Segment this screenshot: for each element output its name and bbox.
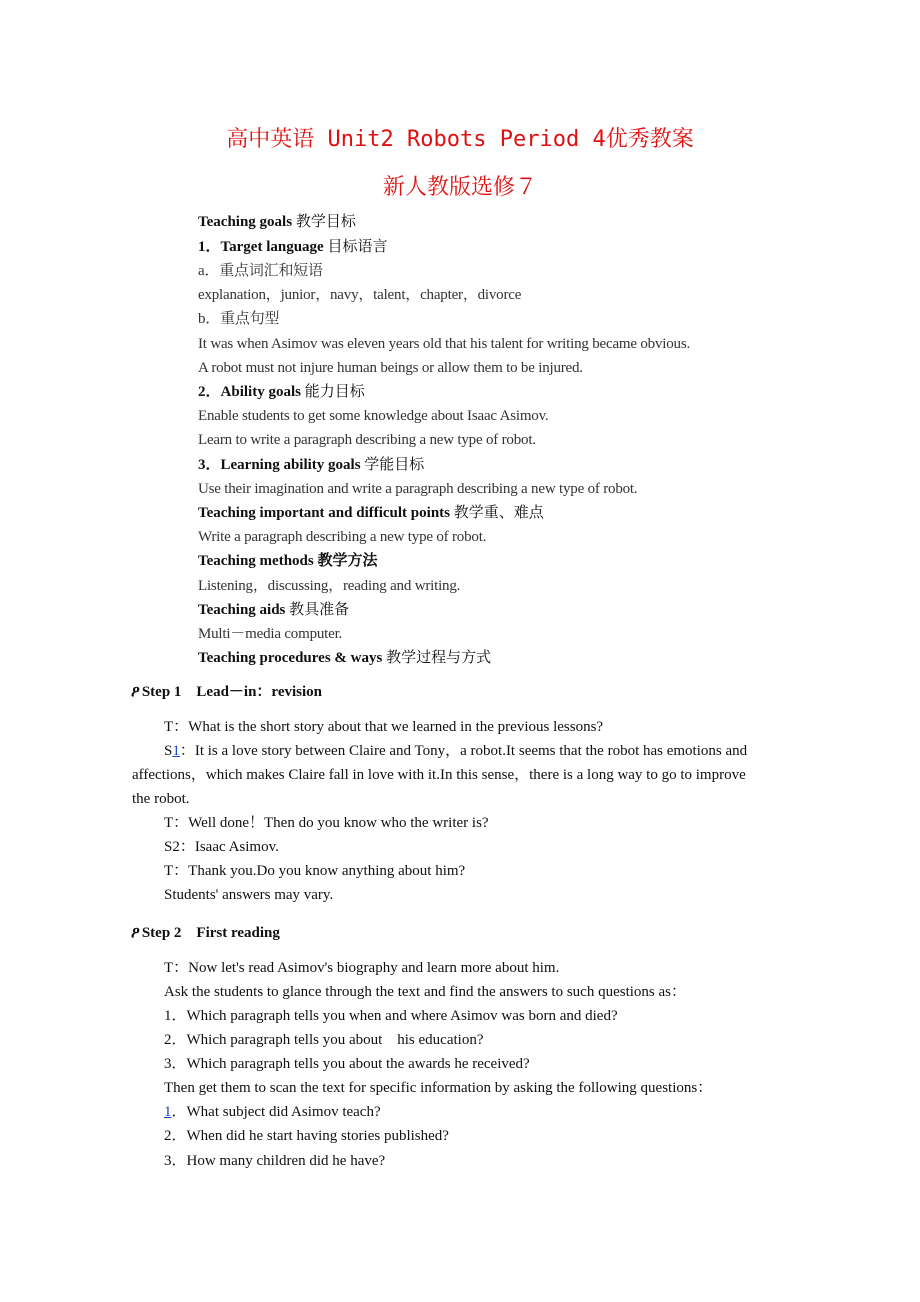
learning-goals-heading — [198, 455, 424, 475]
s1-prefix: S — [164, 743, 173, 759]
step2-scan: Then get them to scan the text for specific information by asking the following questions： — [164, 1080, 713, 1096]
important-points-heading — [198, 503, 544, 523]
step2-q2: 2．Which paragraph tells you about his education? — [164, 1032, 484, 1048]
procedures-heading — [198, 648, 491, 668]
step1-t2: T：Well done！Then do you know who the writer is? — [164, 815, 489, 831]
heading-en: Learning ability goals — [220, 457, 361, 473]
heading-zh: 能力目标 — [304, 384, 365, 400]
important-1: Write a paragraph describing a new type of robot. — [198, 529, 487, 545]
teaching-goals-heading — [198, 212, 356, 232]
heading-zh: 教学过程与方式 — [386, 650, 492, 666]
vocab-heading: a．重点词汇和短语 — [198, 263, 323, 279]
sentence-heading: b．重点句型 — [198, 311, 280, 327]
document-title-line2: 新人教版选修７ — [382, 175, 537, 200]
heading-zh: 学能目标 — [364, 457, 425, 473]
vocab-list: explanation，junior，navy，talent，chapter，divorce — [198, 287, 522, 303]
heading-num: 1． — [198, 239, 221, 255]
step1-students: Students' answers may vary. — [164, 887, 334, 903]
step1-s1-line3: the robot. — [132, 791, 190, 807]
heading-num: 3． — [198, 457, 221, 473]
heading-zh: 教学目标 — [295, 214, 356, 230]
heading-zh: 教具准备 — [289, 602, 350, 618]
step2-q3: 3．Which paragraph tells you about the awards he received? — [164, 1056, 530, 1072]
heading-en: Target language — [220, 239, 324, 255]
heading-zh: 教学重、难点 — [453, 505, 544, 521]
step-arrow-icon: ዖ — [131, 684, 140, 700]
sentence-1: It was when Asimov was eleven years old that his talent for writing became obvious. — [198, 336, 691, 352]
ability-goals-heading — [198, 382, 365, 402]
heading-en: Teaching important and difficult points — [198, 505, 450, 521]
step1-s1-line2: affections，which makes Claire fall in love with it.In this sense，there is a long way to go to improve — [132, 767, 746, 783]
step2-sq3: 3．How many children did he have? — [164, 1153, 386, 1169]
step1-t1: T：What is the short story about that we learned in the previous lessons? — [164, 719, 604, 735]
s1-link[interactable]: 1 — [172, 743, 180, 759]
step2-t1: T：Now let's read Asimov's biography and learn more about him. — [164, 960, 560, 976]
step2-ask: Ask the students to glance through the text and find the answers to such questions as： — [164, 984, 686, 1000]
step2-sq1 — [164, 1102, 381, 1122]
step1-heading-text: Step 1 Lead－in：revision — [141, 684, 322, 700]
document-title-line1: 高中英语 Unit2 Robots Period 4优秀教案 — [226, 127, 694, 152]
heading-zh: 目标语言 — [327, 239, 388, 255]
heading-en: Ability goals — [220, 384, 301, 400]
step1-heading — [131, 682, 322, 702]
methods-1: Listening，discussing，reading and writing. — [198, 578, 461, 594]
sq1-text: ．What subject did Asimov teach? — [171, 1104, 381, 1120]
step1-s2: S2：Isaac Asimov. — [164, 839, 279, 855]
s1-text: ：It is a love story between Claire and Tony，a robot.It seems that the robot has emotions and — [179, 743, 748, 759]
ability-1: Enable students to get some knowledge about Isaac Asimov. — [198, 408, 549, 424]
step1-s1-line1 — [164, 741, 747, 761]
target-language-heading — [198, 237, 387, 257]
ability-2: Learn to write a paragraph describing a new type of robot. — [198, 432, 536, 448]
step2-q1: 1．Which paragraph tells you when and where Asimov was born and died? — [164, 1008, 618, 1024]
heading-en: Teaching procedures & ways — [198, 650, 383, 666]
aids-heading — [198, 600, 349, 620]
step2-heading — [131, 923, 280, 943]
step2-heading-text: Step 2 First reading — [141, 925, 280, 941]
step1-t3: T：Thank you.Do you know anything about him? — [164, 863, 466, 879]
step-arrow-icon: ዖ — [131, 925, 140, 941]
sentence-2: A robot must not injure human beings or allow them to be injured. — [198, 360, 583, 376]
heading-en: Teaching goals — [198, 214, 293, 230]
sq1-link[interactable]: 1 — [164, 1104, 172, 1120]
heading-num: 2． — [198, 384, 221, 400]
heading-en: Teaching aids — [198, 602, 286, 618]
methods-heading: Teaching methods 教学方法 — [198, 553, 378, 569]
learning-1: Use their imagination and write a paragraph describing a new type of robot. — [198, 481, 638, 497]
aids-1: Multi－media computer. — [198, 626, 343, 642]
step2-sq2: 2．When did he start having stories published? — [164, 1128, 449, 1144]
